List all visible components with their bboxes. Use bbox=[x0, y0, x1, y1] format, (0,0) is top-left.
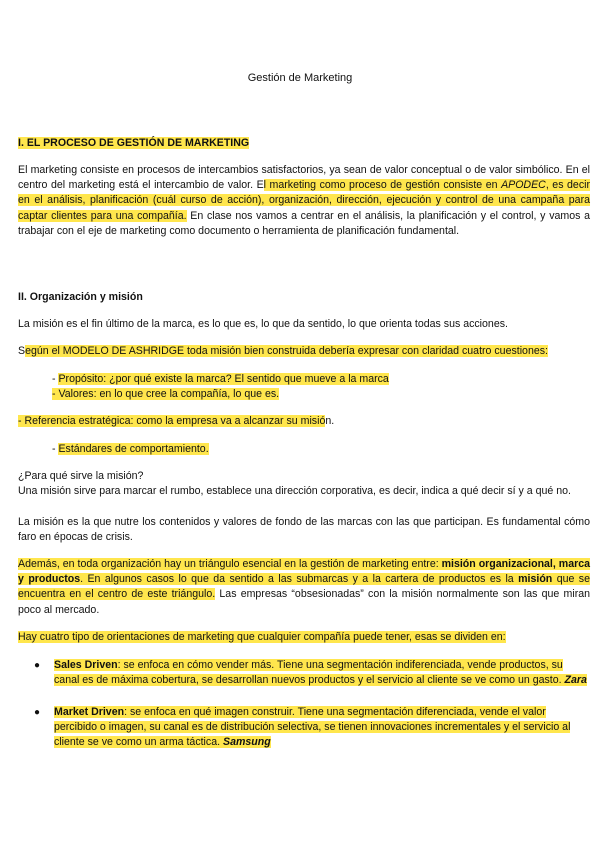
text-run-highlight: , es decir en el análisis, planificación (cuál curso de acción), organización, dirección, ejecución y control de una campaña para captar clientes para una compañía. bbox=[18, 179, 590, 222]
text-run: El marketing consiste en procesos de intercambios satisfactorios, ya sean de valor conceptual o de valor simbólico. En el centro del marketing está el intercambio de valor. E bbox=[18, 164, 590, 192]
dash-item-text: - Valores: en lo que cree la compañía, lo que es. bbox=[52, 388, 280, 400]
bullet-sales-driven bbox=[36, 658, 590, 688]
dash-item-strategic-reference bbox=[18, 414, 334, 429]
dash-marker: - bbox=[52, 443, 59, 455]
bullet-dot-icon: ● bbox=[34, 660, 41, 671]
answer-mission-purpose: Una misión sirve para marcar el rumbo, establece una dirección corporativa, es decir, indica a qué decir sí y a qué no. bbox=[18, 485, 571, 497]
section-heading-1-text: I. EL PROCESO DE GESTIÓN DE MARKETING bbox=[18, 137, 250, 149]
text-run: S bbox=[18, 345, 26, 357]
bullet-dot-icon: ● bbox=[34, 707, 41, 718]
bullet-text bbox=[54, 658, 590, 688]
bullet-brand: Zara bbox=[564, 674, 587, 687]
dash-item-purpose bbox=[52, 372, 389, 387]
paragraph-mission-values: La misión es la que nutre los contenidos y valores de fondo de las marcas con las que participan. Es fundamental cómo faro en épocas de crisis. bbox=[18, 516, 590, 544]
text-run-highlight: Hay cuatro tipo de orientaciones de marketing que cualquier compañía puede tener, esas se dividen en: bbox=[18, 631, 506, 643]
dash-item-text: Estándares de comportamiento. bbox=[58, 443, 209, 455]
document-title: Gestión de Marketing bbox=[247, 72, 353, 84]
text-run-highlight: Además, en toda organización hay un triángulo esencial en la gestión de marketing entre: bbox=[18, 558, 442, 570]
bullet-text bbox=[54, 705, 590, 751]
text-run-apodec: APODEC bbox=[501, 179, 546, 192]
text-run-highlight: l marketing como proceso de gestión consiste en bbox=[263, 179, 502, 192]
text-run-bold: misión bbox=[518, 573, 553, 586]
bullet-body: : se enfoca en qué imagen construir. Tiene una segmentación diferenciada, vende el valor percibido o imagen, su canal es de distribución selectiva, se tienen innovaciones incrementales y el servicio al cliente se ve como un arma táctica. bbox=[54, 706, 571, 749]
text-run-highlight: egún el MODELO DE ASHRIDGE toda misión bien construida debería expresar con claridad cuatro cuestiones: bbox=[25, 345, 548, 357]
paragraph-marketing-process bbox=[18, 163, 590, 239]
text-run: En clase nos vamos a centrar en el análisis, la planificación y el control, y vamos a trabajar con el eje de marketing como documento o herramienta de planificación fundamental. bbox=[18, 209, 590, 237]
text-run-highlight: . En algunos casos lo que da sentido a las submarcas y a la cartera de productos es la bbox=[80, 573, 519, 586]
paragraph-triangle bbox=[18, 557, 590, 618]
dash-item-text: - Referencia estratégica: como la empresa va a alcanzar su misió bbox=[18, 415, 326, 427]
dash-item-text: Propósito: ¿por qué existe la marca? El sentido que mueve a la marca bbox=[58, 373, 389, 385]
question-mission-purpose: ¿Para qué sirve la misión? bbox=[18, 470, 144, 482]
dash-item-values bbox=[52, 387, 279, 402]
dash-item-standards bbox=[52, 442, 209, 457]
section-heading-2: II. Organización y misión bbox=[18, 291, 143, 303]
section-heading-1 bbox=[18, 136, 590, 151]
bullet-body: : se enfoca en cómo vender más. Tiene una segmentación indiferenciada, vende productos, su canal es de máxima cobertura, se desarrollan nuevos productos y el servicio al cliente se ve como un gasto. bbox=[54, 659, 565, 687]
text-run-highlight: que se encuentra en el centro de este triángulo. bbox=[18, 573, 590, 601]
paragraph-ashridge-model bbox=[18, 344, 590, 359]
paragraph-mission-definition: La misión es el fin último de la marca, es lo que es, lo que da sentido, lo que orienta todas sus acciones. bbox=[18, 318, 508, 330]
text-run-bold: misión organizacional, marca y productos bbox=[18, 558, 590, 586]
bullet-label: Sales Driven bbox=[54, 659, 118, 671]
dash-item-text-end: n. bbox=[325, 415, 335, 427]
dash-marker: - bbox=[52, 373, 59, 385]
bullet-label: Market Driven bbox=[54, 706, 125, 718]
text-run: Las empresas “obsesionadas” con la misión normalmente son las que miran poco al mercado. bbox=[18, 588, 591, 616]
paragraph-orientations bbox=[18, 630, 590, 645]
bullet-market-driven bbox=[36, 705, 590, 751]
bullet-brand: Samsung bbox=[223, 736, 271, 749]
